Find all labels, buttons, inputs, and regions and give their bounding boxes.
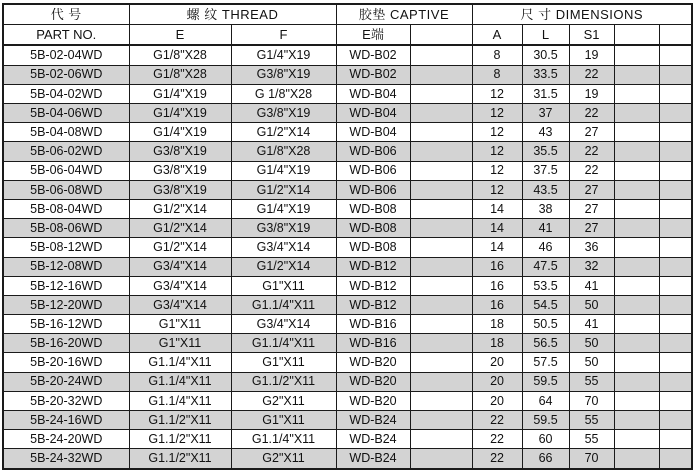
- blank-cell: [659, 372, 692, 391]
- blank-cell: [659, 84, 692, 103]
- blank-cell: [614, 180, 659, 199]
- thread-f-cell: G3/8"X19: [231, 219, 336, 238]
- table-row: [3, 219, 692, 238]
- thread-e-cell: G1/4"X19: [129, 123, 231, 142]
- thread-e-cell: G1/2"X14: [129, 219, 231, 238]
- captive-cell: WD-B12: [336, 276, 410, 295]
- dim-l-cell: 60: [522, 430, 569, 449]
- part-no-cell: 5B-08-04WD: [3, 199, 129, 218]
- header-row-2: [3, 25, 692, 46]
- dim-l-cell: 38: [522, 199, 569, 218]
- dim-s1-cell: 41: [569, 315, 614, 334]
- l-header: L: [522, 25, 569, 46]
- thread-e-cell: G3/4"X14: [129, 257, 231, 276]
- dim-s1-cell: 41: [569, 276, 614, 295]
- e-header: E: [129, 25, 231, 46]
- blank-cell: [614, 84, 659, 103]
- thread-f-cell: G2"X11: [231, 391, 336, 410]
- thread-e-cell: G1.1/2"X11: [129, 411, 231, 430]
- blank-cell: [659, 353, 692, 372]
- part-no-cell: 5B-12-16WD: [3, 276, 129, 295]
- dim-s1-cell: 50: [569, 295, 614, 314]
- part-no-cell: 5B-04-02WD: [3, 84, 129, 103]
- blank-cell: [614, 334, 659, 353]
- thread-f-cell: G3/4"X14: [231, 315, 336, 334]
- thread-e-cell: G1/4"X19: [129, 84, 231, 103]
- dim-s1-cell: 19: [569, 84, 614, 103]
- blank-cell: [659, 315, 692, 334]
- dim-s1-cell: 27: [569, 199, 614, 218]
- thread-f-cell: G3/4"X14: [231, 238, 336, 257]
- blank-cell: [614, 315, 659, 334]
- code-header: 代 号: [3, 4, 129, 25]
- dim-a-cell: 22: [472, 449, 522, 469]
- blank-cell: [659, 391, 692, 410]
- dim-s1-cell: 50: [569, 334, 614, 353]
- dim-s1-cell: 19: [569, 45, 614, 65]
- thread-e-cell: G1.1/2"X11: [129, 430, 231, 449]
- dim-s1-cell: 50: [569, 353, 614, 372]
- captive-cell: WD-B20: [336, 353, 410, 372]
- dim-a-cell: 20: [472, 391, 522, 410]
- dim-l-cell: 37: [522, 104, 569, 123]
- thread-f-cell: G1/2"X14: [231, 180, 336, 199]
- blank-cell: [410, 161, 472, 180]
- blank-cell: [614, 353, 659, 372]
- dim-l-cell: 64: [522, 391, 569, 410]
- dim-a-cell: 16: [472, 295, 522, 314]
- thread-e-cell: G1/8"X28: [129, 45, 231, 65]
- thread-f-cell: G1.1/2"X11: [231, 372, 336, 391]
- s1-header: S1: [569, 25, 614, 46]
- captive-cell: WD-B06: [336, 180, 410, 199]
- blank-cell: [659, 199, 692, 218]
- blank-cell: [410, 449, 472, 469]
- part-no-cell: 5B-04-08WD: [3, 123, 129, 142]
- blank-cell: [410, 411, 472, 430]
- captive-cell: WD-B06: [336, 161, 410, 180]
- dim-a-cell: 14: [472, 199, 522, 218]
- thread-f-cell: G1/2"X14: [231, 123, 336, 142]
- thread-f-cell: G1.1/4"X11: [231, 430, 336, 449]
- dim-a-cell: 22: [472, 411, 522, 430]
- dim-l-cell: 54.5: [522, 295, 569, 314]
- table-row: [3, 123, 692, 142]
- captive-cell: WD-B24: [336, 411, 410, 430]
- dim-l-cell: 35.5: [522, 142, 569, 161]
- blank-cell: [614, 161, 659, 180]
- dim-l-cell: 66: [522, 449, 569, 469]
- dim-a-cell: 8: [472, 65, 522, 84]
- part-no-cell: 5B-06-04WD: [3, 161, 129, 180]
- part-no-cell: 5B-12-08WD: [3, 257, 129, 276]
- blank-cell: [659, 276, 692, 295]
- thread-f-cell: G1"X11: [231, 276, 336, 295]
- part-no-cell: 5B-20-32WD: [3, 391, 129, 410]
- dim-l-cell: 56.5: [522, 334, 569, 353]
- blank-cell: [410, 430, 472, 449]
- dim-s1-cell: 27: [569, 123, 614, 142]
- blank-cell: [614, 449, 659, 469]
- thread-e-cell: G3/8"X19: [129, 161, 231, 180]
- thread-header: 螺 纹 THREAD: [129, 4, 336, 25]
- captive-cell: WD-B02: [336, 65, 410, 84]
- f-header: F: [231, 25, 336, 46]
- thread-f-cell: G1"X11: [231, 353, 336, 372]
- e-seal-header: E端: [336, 25, 410, 46]
- part-no-cell: 5B-16-20WD: [3, 334, 129, 353]
- thread-e-cell: G1.1/4"X11: [129, 391, 231, 410]
- captive-cell: WD-B04: [336, 104, 410, 123]
- dim-a-cell: 12: [472, 180, 522, 199]
- dim-a-cell: 20: [472, 353, 522, 372]
- thread-e-cell: G1/8"X28: [129, 65, 231, 84]
- blank-cell: [659, 257, 692, 276]
- blank-cell: [410, 315, 472, 334]
- captive-cell: WD-B12: [336, 257, 410, 276]
- captive-cell: WD-B24: [336, 449, 410, 469]
- blank-cell: [410, 353, 472, 372]
- thread-f-cell: G1.1/4"X11: [231, 334, 336, 353]
- dim-l-cell: 33.5: [522, 65, 569, 84]
- dim-s1-cell: 55: [569, 430, 614, 449]
- thread-e-cell: G3/4"X14: [129, 276, 231, 295]
- dim-l-cell: 53.5: [522, 276, 569, 295]
- blank-cell: [614, 430, 659, 449]
- thread-e-cell: G1.1/4"X11: [129, 353, 231, 372]
- part-no-cell: 5B-06-08WD: [3, 180, 129, 199]
- dim-l-cell: 46: [522, 238, 569, 257]
- blank-cell: [614, 142, 659, 161]
- blank-cell: [410, 84, 472, 103]
- dim-s1-cell: 55: [569, 411, 614, 430]
- dim-l-cell: 43: [522, 123, 569, 142]
- blank-cell: [614, 45, 659, 65]
- blank-cell: [614, 238, 659, 257]
- blank-cell: [659, 65, 692, 84]
- thread-e-cell: G1/4"X19: [129, 104, 231, 123]
- table-row: [3, 84, 692, 103]
- blank-cell: [659, 238, 692, 257]
- blank-header: [410, 25, 472, 46]
- captive-cell: WD-B16: [336, 315, 410, 334]
- dim-l-cell: 57.5: [522, 353, 569, 372]
- blank-cell: [410, 257, 472, 276]
- dim-s1-cell: 27: [569, 219, 614, 238]
- blank-cell: [410, 142, 472, 161]
- thread-f-cell: G3/8"X19: [231, 65, 336, 84]
- captive-cell: WD-B08: [336, 199, 410, 218]
- blank-cell: [659, 295, 692, 314]
- part-no-cell: 5B-02-04WD: [3, 45, 129, 65]
- captive-header: 胶垫 CAPTIVE: [336, 4, 472, 25]
- blank-cell: [410, 372, 472, 391]
- dim-s1-cell: 70: [569, 391, 614, 410]
- blank-header: [614, 25, 659, 46]
- table-row: [3, 199, 692, 218]
- blank-cell: [659, 142, 692, 161]
- blank-cell: [410, 199, 472, 218]
- table-row: [3, 430, 692, 449]
- dim-s1-cell: 22: [569, 142, 614, 161]
- blank-cell: [659, 123, 692, 142]
- dim-a-cell: 12: [472, 123, 522, 142]
- dim-a-cell: 16: [472, 276, 522, 295]
- thread-f-cell: G1/4"X19: [231, 161, 336, 180]
- dim-l-cell: 30.5: [522, 45, 569, 65]
- captive-cell: WD-B12: [336, 295, 410, 314]
- blank-cell: [614, 65, 659, 84]
- blank-header: [659, 25, 692, 46]
- captive-cell: WD-B20: [336, 372, 410, 391]
- captive-cell: WD-B04: [336, 84, 410, 103]
- dim-a-cell: 18: [472, 315, 522, 334]
- thread-e-cell: G1/2"X14: [129, 199, 231, 218]
- blank-cell: [659, 219, 692, 238]
- dim-a-cell: 18: [472, 334, 522, 353]
- blank-cell: [614, 372, 659, 391]
- table-row: [3, 65, 692, 84]
- thread-f-cell: G1.1/4"X11: [231, 295, 336, 314]
- dim-s1-cell: 32: [569, 257, 614, 276]
- dim-a-cell: 14: [472, 219, 522, 238]
- thread-e-cell: G1"X11: [129, 315, 231, 334]
- table-row: [3, 257, 692, 276]
- table-row: [3, 180, 692, 199]
- part-no-cell: 5B-24-20WD: [3, 430, 129, 449]
- part-no-cell: 5B-02-06WD: [3, 65, 129, 84]
- blank-cell: [410, 219, 472, 238]
- captive-cell: WD-B04: [336, 123, 410, 142]
- part-no-cell: 5B-08-12WD: [3, 238, 129, 257]
- dim-s1-cell: 22: [569, 65, 614, 84]
- thread-f-cell: G1/2"X14: [231, 257, 336, 276]
- table-row: [3, 334, 692, 353]
- thread-e-cell: G3/4"X14: [129, 295, 231, 314]
- blank-cell: [614, 276, 659, 295]
- dim-a-cell: 12: [472, 104, 522, 123]
- spec-table-body: [3, 4, 692, 469]
- captive-cell: WD-B06: [336, 142, 410, 161]
- thread-f-cell: G 1/8"X28: [231, 84, 336, 103]
- table-row: [3, 353, 692, 372]
- a-header: A: [472, 25, 522, 46]
- part-no-cell: 5B-20-24WD: [3, 372, 129, 391]
- blank-cell: [614, 123, 659, 142]
- blank-cell: [410, 238, 472, 257]
- table-row: [3, 315, 692, 334]
- captive-cell: WD-B16: [336, 334, 410, 353]
- thread-e-cell: G3/8"X19: [129, 142, 231, 161]
- dim-a-cell: 14: [472, 238, 522, 257]
- blank-cell: [614, 411, 659, 430]
- blank-cell: [410, 45, 472, 65]
- blank-cell: [659, 334, 692, 353]
- dim-l-cell: 31.5: [522, 84, 569, 103]
- blank-cell: [410, 123, 472, 142]
- thread-e-cell: G1.1/2"X11: [129, 449, 231, 469]
- thread-e-cell: G3/8"X19: [129, 180, 231, 199]
- thread-e-cell: G1.1/4"X11: [129, 372, 231, 391]
- dim-l-cell: 59.5: [522, 411, 569, 430]
- dim-l-cell: 50.5: [522, 315, 569, 334]
- thread-f-cell: G3/8"X19: [231, 104, 336, 123]
- table-row: [3, 104, 692, 123]
- blank-cell: [659, 180, 692, 199]
- dim-s1-cell: 70: [569, 449, 614, 469]
- dimensions-header: 尺 寸 DIMENSIONS: [472, 4, 692, 25]
- dim-a-cell: 12: [472, 142, 522, 161]
- part-no-cell: 5B-24-16WD: [3, 411, 129, 430]
- table-row: [3, 142, 692, 161]
- part-no-header: PART NO.: [3, 25, 129, 46]
- dim-s1-cell: 36: [569, 238, 614, 257]
- table-row: [3, 276, 692, 295]
- thread-f-cell: G2"X11: [231, 449, 336, 469]
- part-no-cell: 5B-20-16WD: [3, 353, 129, 372]
- blank-cell: [410, 65, 472, 84]
- table-row: [3, 161, 692, 180]
- dim-s1-cell: 55: [569, 372, 614, 391]
- dim-a-cell: 22: [472, 430, 522, 449]
- thread-f-cell: G1/4"X19: [231, 199, 336, 218]
- blank-cell: [659, 104, 692, 123]
- blank-cell: [410, 295, 472, 314]
- part-no-cell: 5B-04-06WD: [3, 104, 129, 123]
- thread-f-cell: G1"X11: [231, 411, 336, 430]
- table-row: [3, 411, 692, 430]
- blank-cell: [614, 295, 659, 314]
- table-row: [3, 238, 692, 257]
- part-no-cell: 5B-24-32WD: [3, 449, 129, 469]
- dim-l-cell: 59.5: [522, 372, 569, 391]
- table-row: [3, 372, 692, 391]
- part-no-cell: 5B-08-06WD: [3, 219, 129, 238]
- blank-cell: [614, 257, 659, 276]
- blank-cell: [410, 276, 472, 295]
- blank-cell: [659, 449, 692, 469]
- spec-table: [2, 3, 693, 470]
- dim-l-cell: 43.5: [522, 180, 569, 199]
- blank-cell: [659, 45, 692, 65]
- thread-e-cell: G1/2"X14: [129, 238, 231, 257]
- blank-cell: [614, 104, 659, 123]
- captive-cell: WD-B08: [336, 219, 410, 238]
- table-row: [3, 449, 692, 469]
- part-no-cell: 5B-06-02WD: [3, 142, 129, 161]
- blank-cell: [659, 430, 692, 449]
- dim-s1-cell: 27: [569, 180, 614, 199]
- blank-cell: [614, 199, 659, 218]
- blank-cell: [410, 391, 472, 410]
- blank-cell: [410, 334, 472, 353]
- dim-s1-cell: 22: [569, 161, 614, 180]
- captive-cell: WD-B02: [336, 45, 410, 65]
- dim-a-cell: 12: [472, 161, 522, 180]
- dim-a-cell: 12: [472, 84, 522, 103]
- dim-a-cell: 20: [472, 372, 522, 391]
- part-no-cell: 5B-12-20WD: [3, 295, 129, 314]
- dim-a-cell: 8: [472, 45, 522, 65]
- dim-l-cell: 41: [522, 219, 569, 238]
- blank-cell: [410, 180, 472, 199]
- captive-cell: WD-B08: [336, 238, 410, 257]
- blank-cell: [614, 219, 659, 238]
- dim-a-cell: 16: [472, 257, 522, 276]
- blank-cell: [410, 104, 472, 123]
- table-row: [3, 45, 692, 65]
- dim-s1-cell: 22: [569, 104, 614, 123]
- blank-cell: [614, 391, 659, 410]
- blank-cell: [659, 411, 692, 430]
- blank-cell: [659, 161, 692, 180]
- header-row-1: [3, 4, 692, 25]
- table-row: [3, 391, 692, 410]
- thread-f-cell: G1/8"X28: [231, 142, 336, 161]
- dim-l-cell: 47.5: [522, 257, 569, 276]
- thread-f-cell: G1/4"X19: [231, 45, 336, 65]
- part-no-cell: 5B-16-12WD: [3, 315, 129, 334]
- captive-cell: WD-B24: [336, 430, 410, 449]
- table-row: [3, 295, 692, 314]
- thread-e-cell: G1"X11: [129, 334, 231, 353]
- captive-cell: WD-B20: [336, 391, 410, 410]
- dim-l-cell: 37.5: [522, 161, 569, 180]
